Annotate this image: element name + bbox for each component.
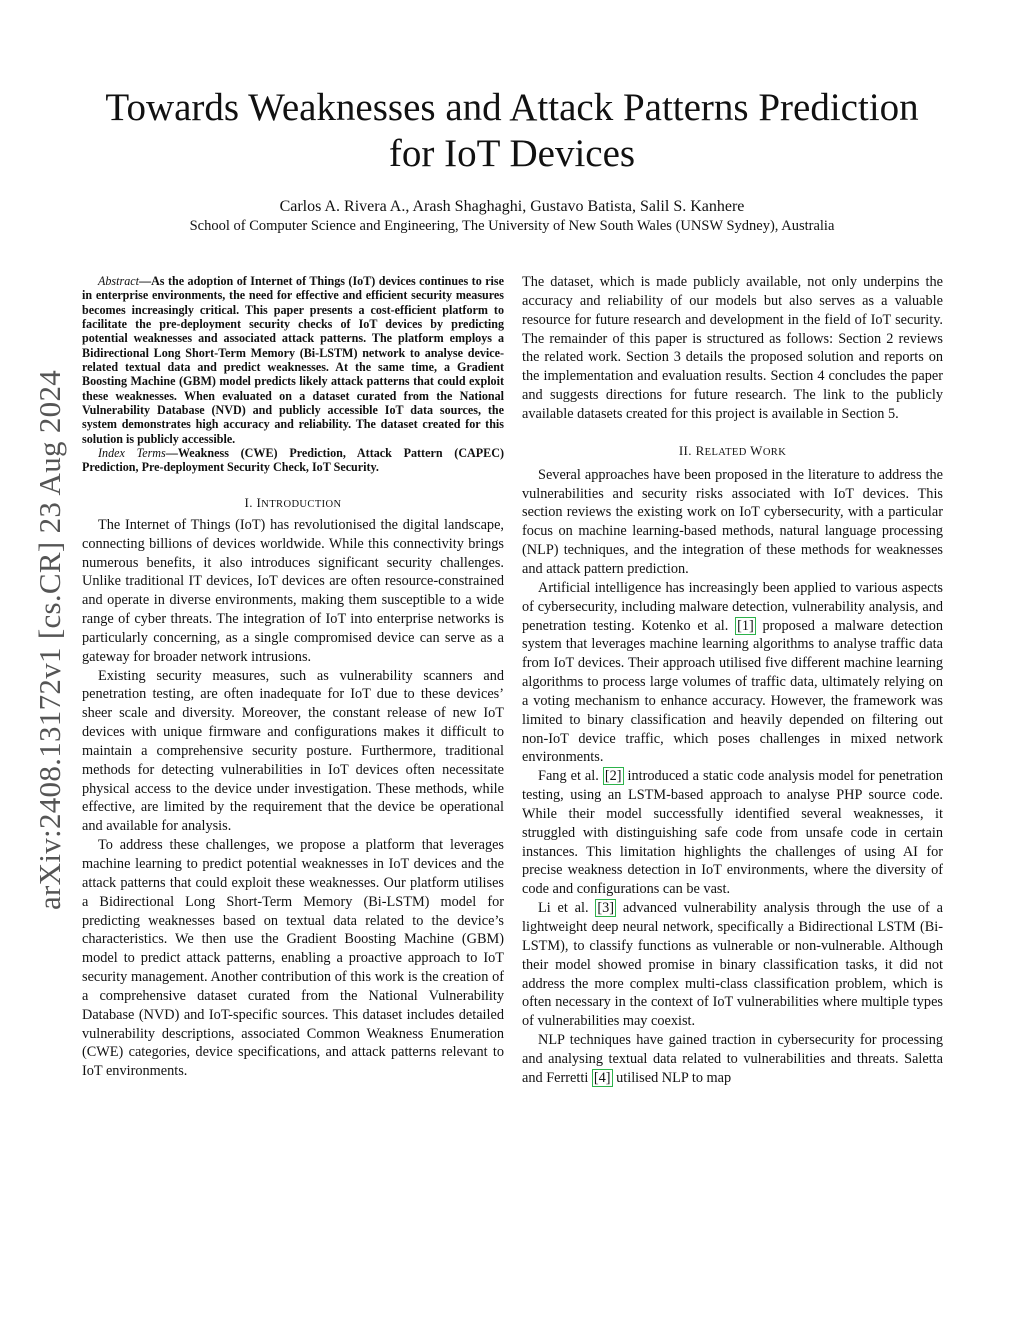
abstract [82, 274, 504, 446]
citation-link[interactable]: [3] [597, 900, 615, 917]
section-title-cap: I [256, 494, 262, 510]
index-terms-text: —Weakness (CWE) Prediction, Attack Pattern (CAPEC) Prediction, Pre-deployment Security Check, IoT Security. [82, 446, 504, 475]
text-run: Artificial intelligence has increasingly been applied to various aspects of cybersecurity, including malware detection, vulnerability analysis, and penetration testing. Kotenko et al. [522, 579, 943, 634]
right-column [522, 273, 943, 1088]
section-numeral: I. [244, 494, 253, 510]
affiliation: School of Computer Science and Engineering, The University of New South Wales (UNSW Sydney), Australia [189, 218, 835, 234]
intro-paragraph: The Internet of Things (IoT) has revolutionised the digital landscape, connecting billions of devices worldwide. While this connectivity brings numerous benefits, it also introduces significant security challenges. Unlike traditional IT devices, IoT devices are often resource-constrained and operate in diverse environments, making them susceptible to a wide range of cyber threats. The integration of IoT into enterprise networks is particularly concerning, as a single compromised device can serve as a gateway for broader network intrusions. [82, 516, 504, 665]
arxiv-sidebar [30, 345, 70, 935]
section-title-rest: ORK [762, 446, 787, 458]
related-work-paragraph [522, 579, 943, 767]
section-title-rest: NTRODUCTION [261, 498, 342, 510]
paper-title [60, 85, 964, 177]
intro-continuation-paragraph: The dataset, which is made publicly available, not only underpins the accuracy and reliability of our models but also serves as a valuable resource for future research and development in the field of IoT security. The remainder of this paper is structured as follows: Section 2 reviews the related work. Section 3 details the proposed solution and reports on the implementation and evaluation results. Section 4 concludes the paper and suggests directions for future research. The link to the publicly available datasets created for this project is available in Section 5. [522, 274, 943, 422]
intro-paragraph: To address these challenges, we propose a platform that leverages machine learning to predict potential weaknesses in IoT devices and the attack patterns that could exploit these weaknesses. Our platform utilises a Bidirectional Long Short-Term Memory (Bi-LSTM) model for predicting weaknesses based on textual data related to the device’s characteristics. We then use the Gradient Boosting Machine (GBM) model to predict attack patterns, enabling a proactive approach to IoT security management. Another contribution of this work is the creation of a comprehensive dataset curated from the National Vulnerability Database (NVD) and IoT-specific sources. This dataset includes detailed vulnerability descriptions, associated Common Weakness Enumeration (CWE) categories, device specifications, and attack patterns relevant to IoT environments. [82, 837, 504, 1080]
title-line-2: for IoT Devices [388, 132, 636, 175]
author-list: Carlos A. Rivera A., Arash Shaghaghi, Gustavo Batista, Salil S. Kanhere [279, 198, 745, 215]
citation-link[interactable]: [4] [593, 1069, 611, 1086]
text-run: Fang et al. [538, 768, 603, 785]
text-run: Li et al. [538, 900, 596, 917]
section-heading-related-work [522, 443, 943, 459]
intro-paragraph: Existing security measures, such as vulnerability scanners and penetration testing, are often inadequate for IoT due to these devices’ sheer scale and diversity. Moreover, the constant release of new IoT devices with unique firmware and configurations makes it difficult to maintain a comprehensive security posture. Furthermore, traditional methods for detecting vulnerabilities in IoT devices often necessitate physical access to the device under investigation. These methods, while effective, are limited by the requirement that the device be operational and available for analysis. [82, 667, 504, 835]
left-column [82, 274, 504, 1081]
citation-link[interactable]: [1] [737, 617, 754, 634]
arxiv-identifier: arXiv:2408.13172v1 [cs.CR] 23 Aug 2024 [32, 369, 67, 911]
related-work-paragraph [522, 899, 943, 1031]
text-run: advanced vulnerability analysis through the use of a lightweight deep neural network, specifically a Bidirectional LSTM (Bi-LSTM), to classify functions as vulnerable or non-vulnerable. Although their model showed promise in binary classification tasks, it did not address the more complex multi-class classification problem, which is often necessary in the context of IoT vulnerabilities where multiple types of vulnerabilities may coexist. [522, 900, 943, 1030]
abstract-label: Abstract [98, 274, 139, 288]
section-title-cap: W [750, 442, 763, 458]
index-terms-label: Index Terms [98, 446, 166, 461]
index-terms [82, 446, 504, 475]
section-title-cap: R [695, 442, 705, 458]
citation-link[interactable]: [2] [604, 768, 622, 785]
text-run: introduced a static code analysis model for penetration testing, using an LSTM-based approach to analyse PHP source code. While their model successfully identified several weaknesses, it struggled with distinguishing safe code from unsafe code in certain instances. This limitation highlights the challenges of using AI for precise weakness detection in IoT environments, where the diversity of code and configurations can be vast. [522, 768, 944, 898]
section-numeral: II. [678, 442, 692, 458]
text-run: proposed a malware detection system that leverages machine learning algorithms to analyse traffic data from IoT devices. Their approach utilised five different machine learning algorithms to process large volumes of traffic data, ultimately relying on a voting mechanism to enhance accuracy. However, the framework was limited to binary classification and heavily depended on filtering out non-IoT device traffic, which poses challenges in mixed network environments. [522, 617, 943, 766]
related-work-paragraph: Several approaches have been proposed in the literature to address the vulnerabilities and security risks associated with IoT devices. This section reviews the existing work on IoT cybersecurity, with a particular focus on machine learning-based methods, natural language processing (NLP) techniques, and the integration of these methods for weaknesses and attack pattern prediction. [522, 466, 943, 577]
related-work-paragraph [522, 767, 943, 899]
related-work-paragraph [522, 1031, 943, 1088]
title-line-1: Towards Weaknesses and Attack Patterns Prediction [105, 86, 919, 129]
text-run: utilised NLP to map [612, 1069, 732, 1086]
section-heading-introduction [82, 495, 504, 511]
section-title-rest: ELATED [704, 446, 747, 458]
abstract-text: —As the adoption of Internet of Things (IoT) devices continues to rise in enterprise environments, the need for effective and efficient security measures becomes increasingly critical. This paper presents a cost-efficient platform to facilitate the pre-deployment security checks of IoT devices by predicting potential weaknesses and associated attack patterns. The platform employs a Bidirectional Long Short-Term Memory (Bi-LSTM) network to analyse device-related textual data and predict weaknesses. At the same time, a Gradient Boosting Machine (GBM) model predicts likely attack patterns that could exploit these weaknesses. When evaluated on a dataset curated from the National Vulnerability Database (NVD) and publicly accessible IoT data sources, the system demonstrates high accuracy and reliability. The dataset created for this solution is publicly accessible. [82, 274, 504, 446]
text-run: NLP techniques have gained traction in cybersecurity for processing and analysing textual data related to vulnerabilities and threats. Saletta and Ferretti [522, 1032, 943, 1086]
